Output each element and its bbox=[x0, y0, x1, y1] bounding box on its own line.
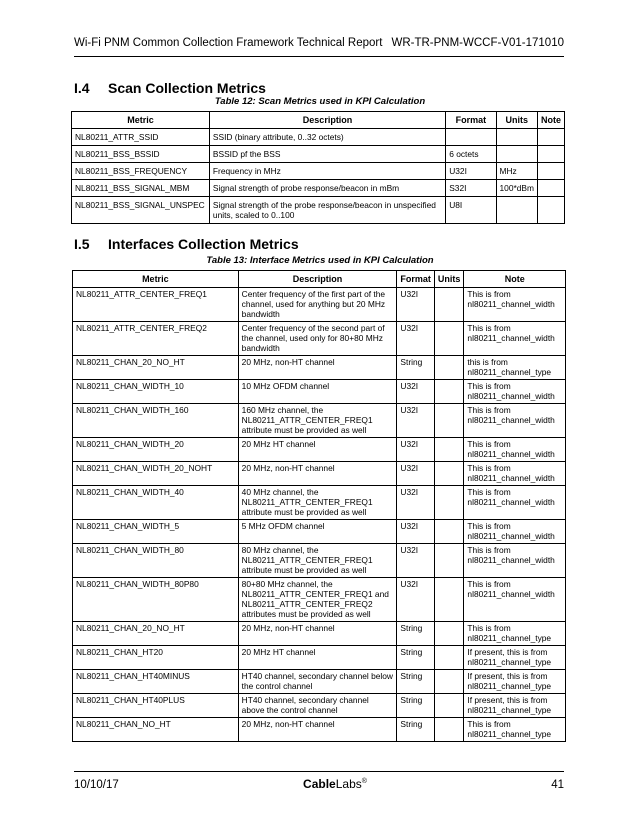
table-row bbox=[73, 544, 566, 578]
metric-cell: NL80211_BSS_FREQUENCY bbox=[72, 163, 210, 180]
table-header-row bbox=[72, 112, 565, 129]
column-header-note: Note bbox=[464, 271, 566, 288]
page-header bbox=[74, 37, 564, 57]
interface-metrics-table bbox=[72, 270, 566, 742]
table-row bbox=[73, 438, 566, 462]
table-13-caption: Table 13: Interface Metrics used in KPI Calculation bbox=[206, 255, 434, 266]
column-header-note: Note bbox=[537, 112, 564, 129]
description-cell: 5 MHz OFDM channel bbox=[238, 520, 397, 544]
description-cell: Frequency in MHz bbox=[209, 163, 445, 180]
logo-regular-text: Labs bbox=[335, 777, 362, 791]
description-cell: 20 MHz, non-HT channel bbox=[238, 718, 397, 742]
description-cell: 80 MHz channel, the NL80211_ATTR_CENTER_FREQ1 attribute must be provided as well bbox=[238, 544, 397, 578]
table-row bbox=[72, 163, 565, 180]
units-cell bbox=[434, 544, 464, 578]
table-row bbox=[72, 180, 565, 197]
note-cell bbox=[537, 129, 564, 146]
description-cell: 20 MHz, non-HT channel bbox=[238, 356, 397, 380]
column-header-metric: Metric bbox=[72, 112, 210, 129]
units-cell bbox=[496, 146, 537, 163]
format-cell: U32I bbox=[446, 163, 496, 180]
logo-bold-text: Cable bbox=[303, 777, 336, 791]
description-cell: 20 MHz HT channel bbox=[238, 646, 397, 670]
table-row bbox=[73, 404, 566, 438]
table-header-row bbox=[73, 271, 566, 288]
units-cell: 100*dBm bbox=[496, 180, 537, 197]
units-cell bbox=[434, 404, 464, 438]
section-heading-i5 bbox=[74, 236, 299, 252]
format-cell: String bbox=[397, 718, 435, 742]
document-id: WR-TR-PNM-WCCF-V01-171010 bbox=[391, 37, 564, 49]
format-cell: U8I bbox=[446, 197, 496, 224]
format-cell: U32I bbox=[397, 578, 435, 622]
note-cell: This is from nl80211_channel_width bbox=[464, 578, 566, 622]
header-title: Wi-Fi PNM Common Collection Framework Technical Report bbox=[74, 37, 383, 49]
note-cell: This is from nl80211_channel_width bbox=[464, 438, 566, 462]
format-cell: String bbox=[397, 694, 435, 718]
note-cell: this is from nl80211_channel_type bbox=[464, 356, 566, 380]
format-cell: U32I bbox=[397, 404, 435, 438]
section-title: Interfaces Collection Metrics bbox=[108, 236, 299, 252]
metric-cell: NL80211_CHAN_20_NO_HT bbox=[73, 356, 239, 380]
format-cell: U32I bbox=[397, 520, 435, 544]
section-number: I.4 bbox=[74, 80, 90, 96]
table-row bbox=[72, 146, 565, 163]
note-cell: If present, this is from nl80211_channel_type bbox=[464, 694, 566, 718]
units-cell bbox=[434, 520, 464, 544]
format-cell: String bbox=[397, 622, 435, 646]
interface-metrics-body bbox=[73, 288, 566, 742]
format-cell bbox=[446, 129, 496, 146]
note-cell: This is from nl80211_channel_width bbox=[464, 322, 566, 356]
section-number: I.5 bbox=[74, 236, 90, 252]
units-cell bbox=[434, 578, 464, 622]
description-cell: Signal strength of the probe response/beacon in unspecified units, scaled to 0..100 bbox=[209, 197, 445, 224]
page-footer bbox=[74, 771, 564, 791]
description-cell: 20 MHz HT channel bbox=[238, 438, 397, 462]
note-cell: This is from nl80211_channel_width bbox=[464, 520, 566, 544]
note-cell bbox=[537, 163, 564, 180]
column-header-format: Format bbox=[446, 112, 496, 129]
units-cell bbox=[434, 356, 464, 380]
units-cell: MHz bbox=[496, 163, 537, 180]
note-cell: This is from nl80211_channel_type bbox=[464, 718, 566, 742]
description-cell: SSID (binary attribute, 0..32 octets) bbox=[209, 129, 445, 146]
description-cell: BSSID pf the BSS bbox=[209, 146, 445, 163]
metric-cell: NL80211_CHAN_WIDTH_5 bbox=[73, 520, 239, 544]
metric-cell: NL80211_CHAN_WIDTH_80 bbox=[73, 544, 239, 578]
metric-cell: NL80211_BSS_SIGNAL_MBM bbox=[72, 180, 210, 197]
units-cell bbox=[434, 380, 464, 404]
page-number: 41 bbox=[551, 779, 564, 791]
metric-cell: NL80211_CHAN_WIDTH_80P80 bbox=[73, 578, 239, 622]
metric-cell: NL80211_CHAN_WIDTH_40 bbox=[73, 486, 239, 520]
note-cell bbox=[537, 146, 564, 163]
metric-cell: NL80211_ATTR_SSID bbox=[72, 129, 210, 146]
units-cell bbox=[496, 129, 537, 146]
format-cell: 6 octets bbox=[446, 146, 496, 163]
metric-cell: NL80211_BSS_BSSID bbox=[72, 146, 210, 163]
table-row bbox=[73, 718, 566, 742]
note-cell: This is from nl80211_channel_width bbox=[464, 462, 566, 486]
table-row bbox=[73, 380, 566, 404]
units-cell bbox=[434, 322, 464, 356]
table-row bbox=[73, 670, 566, 694]
table-row bbox=[73, 578, 566, 622]
table-row bbox=[73, 622, 566, 646]
note-cell bbox=[537, 197, 564, 224]
metric-cell: NL80211_CHAN_HT40PLUS bbox=[73, 694, 239, 718]
note-cell: This is from nl80211_channel_width bbox=[464, 380, 566, 404]
description-cell: Center frequency of the first part of the channel, used for anything but 20 MHz bandwidth bbox=[238, 288, 397, 322]
units-cell bbox=[434, 438, 464, 462]
metric-cell: NL80211_CHAN_WIDTH_160 bbox=[73, 404, 239, 438]
table-12-caption: Table 12: Scan Metrics used in KPI Calculation bbox=[214, 96, 426, 107]
format-cell: U32I bbox=[397, 288, 435, 322]
column-header-description: Description bbox=[238, 271, 397, 288]
section-title: Scan Collection Metrics bbox=[108, 80, 266, 96]
description-cell: 20 MHz, non-HT channel bbox=[238, 622, 397, 646]
description-cell: 160 MHz channel, the NL80211_ATTR_CENTER_FREQ1 attribute must be provided as well bbox=[238, 404, 397, 438]
note-cell: If present, this is from nl80211_channel_type bbox=[464, 646, 566, 670]
metric-cell: NL80211_CHAN_HT20 bbox=[73, 646, 239, 670]
units-cell bbox=[434, 622, 464, 646]
column-header-metric: Metric bbox=[73, 271, 239, 288]
table-row bbox=[73, 520, 566, 544]
description-cell: Signal strength of probe response/beacon in mBm bbox=[209, 180, 445, 197]
description-cell: HT40 channel, secondary channel below the control channel bbox=[238, 670, 397, 694]
note-cell: This is from nl80211_channel_type bbox=[464, 622, 566, 646]
note-cell: This is from nl80211_channel_width bbox=[464, 404, 566, 438]
table-row bbox=[73, 288, 566, 322]
format-cell: String bbox=[397, 356, 435, 380]
note-cell: If present, this is from nl80211_channel_type bbox=[464, 670, 566, 694]
note-cell bbox=[537, 180, 564, 197]
metric-cell: NL80211_CHAN_HT40MINUS bbox=[73, 670, 239, 694]
description-cell: 20 MHz, non-HT channel bbox=[238, 462, 397, 486]
metric-cell: NL80211_CHAN_20_NO_HT bbox=[73, 622, 239, 646]
column-header-units: Units bbox=[496, 112, 537, 129]
units-cell bbox=[434, 646, 464, 670]
format-cell: U32I bbox=[397, 486, 435, 520]
column-header-description: Description bbox=[209, 112, 445, 129]
units-cell bbox=[434, 670, 464, 694]
section-heading-i4 bbox=[74, 80, 266, 96]
units-cell bbox=[434, 288, 464, 322]
table-row bbox=[73, 646, 566, 670]
registered-mark: ® bbox=[361, 778, 367, 785]
metric-cell: NL80211_ATTR_CENTER_FREQ2 bbox=[73, 322, 239, 356]
table-row bbox=[73, 356, 566, 380]
metric-cell: NL80211_CHAN_NO_HT bbox=[73, 718, 239, 742]
format-cell: U32I bbox=[397, 322, 435, 356]
format-cell: U32I bbox=[397, 544, 435, 578]
units-cell bbox=[434, 462, 464, 486]
description-cell: Center frequency of the second part of the channel, used only for 80+80 MHz bandwidth bbox=[238, 322, 397, 356]
metric-cell: NL80211_CHAN_WIDTH_10 bbox=[73, 380, 239, 404]
format-cell: U32I bbox=[397, 380, 435, 404]
metric-cell: NL80211_CHAN_WIDTH_20_NOHT bbox=[73, 462, 239, 486]
metric-cell: NL80211_CHAN_WIDTH_20 bbox=[73, 438, 239, 462]
format-cell: U32I bbox=[397, 438, 435, 462]
note-cell: This is from nl80211_channel_width bbox=[464, 486, 566, 520]
table-row bbox=[72, 197, 565, 224]
footer-date: 10/10/17 bbox=[74, 779, 119, 791]
units-cell bbox=[496, 197, 537, 224]
format-cell: S32I bbox=[446, 180, 496, 197]
description-cell: 40 MHz channel, the NL80211_ATTR_CENTER_FREQ1 attribute must be provided as well bbox=[238, 486, 397, 520]
note-cell: This is from nl80211_channel_width bbox=[464, 288, 566, 322]
table-row bbox=[73, 694, 566, 718]
column-header-units: Units bbox=[434, 271, 464, 288]
cablelabs-logo bbox=[303, 777, 367, 791]
units-cell bbox=[434, 718, 464, 742]
units-cell bbox=[434, 694, 464, 718]
units-cell bbox=[434, 486, 464, 520]
scan-metrics-table bbox=[71, 111, 565, 224]
scan-metrics-body bbox=[72, 129, 565, 224]
format-cell: String bbox=[397, 670, 435, 694]
format-cell: U32I bbox=[397, 462, 435, 486]
note-cell: This is from nl80211_channel_width bbox=[464, 544, 566, 578]
metric-cell: NL80211_BSS_SIGNAL_UNSPEC bbox=[72, 197, 210, 224]
table-row bbox=[73, 462, 566, 486]
description-cell: 80+80 MHz channel, the NL80211_ATTR_CENTER_FREQ1 and NL80211_ATTR_CENTER_FREQ2 attributes must be provided as well bbox=[238, 578, 397, 622]
metric-cell: NL80211_ATTR_CENTER_FREQ1 bbox=[73, 288, 239, 322]
description-cell: HT40 channel, secondary channel above the control channel bbox=[238, 694, 397, 718]
table-row bbox=[73, 486, 566, 520]
format-cell: String bbox=[397, 646, 435, 670]
column-header-format: Format bbox=[397, 271, 435, 288]
description-cell: 10 MHz OFDM channel bbox=[238, 380, 397, 404]
table-row bbox=[73, 322, 566, 356]
table-row bbox=[72, 129, 565, 146]
